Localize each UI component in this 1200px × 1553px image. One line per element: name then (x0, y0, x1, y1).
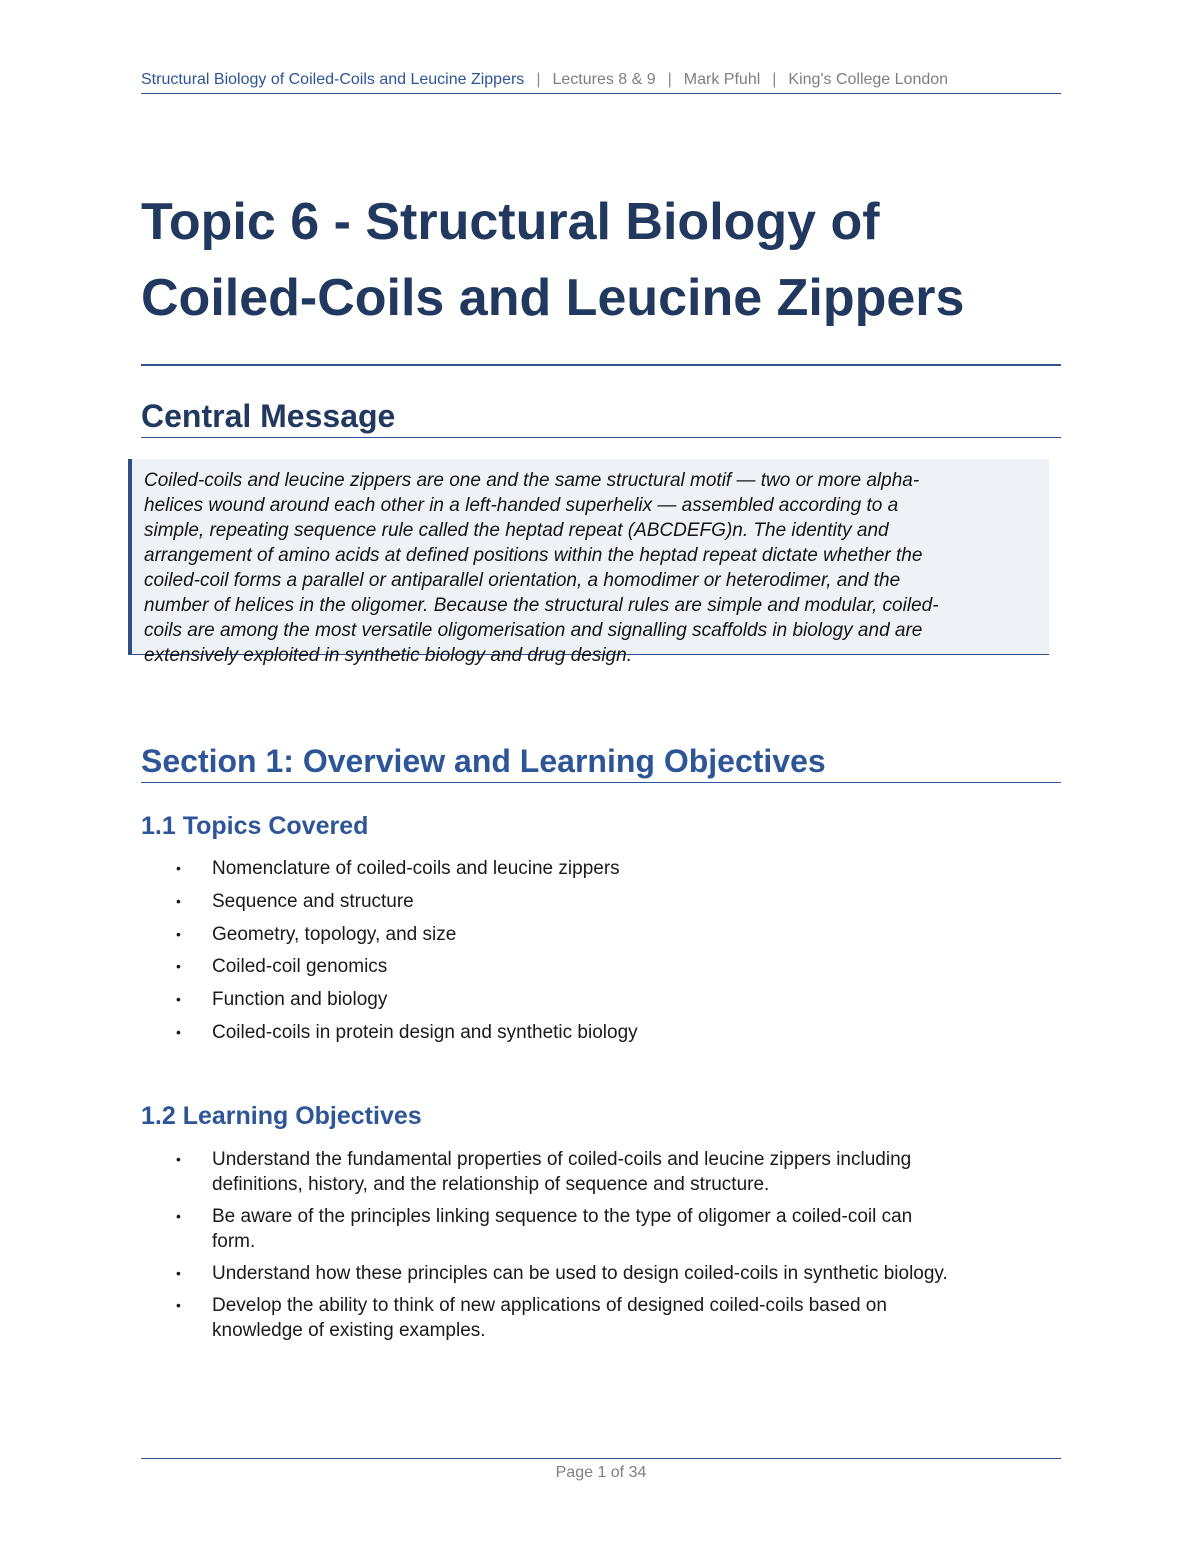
title-divider (141, 364, 1061, 366)
list-item-text: form. (212, 1231, 256, 1252)
list-item (141, 1261, 1061, 1286)
learning-objectives-heading: 1.2 Learning Objectives (141, 1102, 422, 1130)
header-divider (141, 93, 1061, 94)
section-1-heading: Section 1: Overview and Learning Objectives (141, 743, 826, 779)
central-message-callout (128, 459, 1049, 666)
page-number: Page 1 of 34 (555, 1464, 647, 1481)
list-item-text: Understand how these principles can be used to design coiled-coils in synthetic biology. (212, 1263, 948, 1284)
bullet-icon: • (176, 1023, 181, 1040)
list-item (141, 856, 1061, 881)
header-author: Mark Pfuhl (683, 71, 761, 88)
bullet-icon: • (176, 991, 181, 1008)
list-item-text: knowledge of existing examples. (212, 1320, 486, 1341)
running-header (141, 69, 1061, 91)
section-1-divider (141, 782, 1061, 783)
list-item (141, 1204, 1061, 1254)
bullet-icon: • (176, 1208, 181, 1224)
list-item-text: Nomenclature of coiled-coils and leucine zippers (212, 858, 620, 879)
list-item (141, 1020, 1061, 1045)
bullet-icon: • (176, 892, 181, 909)
header-separator: | (667, 71, 672, 88)
message-line: simple, repeating sequence rule called the heptad repeat (ABCDEFG)n. The identity and (144, 520, 889, 541)
message-line: coiled-coil forms a parallel or antiparallel orientation, a homodimer or heterodimer, and the (144, 570, 901, 591)
list-item (141, 987, 1061, 1012)
list-item (141, 889, 1061, 914)
list-item-text: Sequence and structure (212, 890, 414, 912)
message-line: Coiled-coils and leucine zippers are one and the same structural motif — two or more alpha- (144, 470, 920, 491)
list-item-text: Be aware of the principles linking sequence to the type of oligomer a coiled-coil can (212, 1206, 913, 1227)
topics-covered-list (141, 856, 1061, 1053)
list-item-text: Understand the fundamental properties of coiled-coils and leucine zippers including (212, 1149, 912, 1170)
central-message-divider (141, 437, 1061, 438)
central-message-text (144, 468, 1049, 668)
list-item-text: Coiled-coil genomics (212, 956, 388, 978)
header-lectures: Lectures 8 & 9 (552, 71, 656, 88)
list-item-text: definitions, history, and the relationship of sequence and structure. (212, 1174, 770, 1195)
bullet-icon: • (176, 860, 181, 876)
document-title (141, 184, 1061, 336)
learning-objectives-list (141, 1147, 1061, 1350)
list-item (141, 954, 1061, 979)
topics-covered-heading: 1.1 Topics Covered (141, 812, 369, 840)
list-item-text: Coiled-coils in protein design and synthetic biology (212, 1021, 638, 1043)
list-item-text: Function and biology (212, 989, 388, 1011)
bullet-icon: • (176, 925, 181, 942)
message-line: helices wound around each other in a left-handed superhelix — assembled according to a (144, 495, 899, 516)
list-item (141, 922, 1061, 947)
bullet-icon: • (176, 1265, 181, 1281)
message-line: coils are among the most versatile oligomerisation and signalling scaffolds in biology and are (144, 620, 923, 641)
bullet-icon: • (176, 1151, 181, 1167)
header-separator: | (536, 71, 541, 88)
central-message-heading: Central Message (141, 398, 396, 434)
header-institution: King's College London (788, 71, 949, 88)
message-line: extensively exploited in synthetic biology and drug design. (144, 645, 632, 666)
message-line: number of helices in the oligomer. Because the structural rules are simple and modular, coiled- (144, 595, 939, 616)
header-separator: | (772, 71, 777, 88)
header-course-title: Structural Biology of Coiled-Coils and Leucine Zippers (141, 71, 525, 88)
list-item (141, 1293, 1061, 1343)
bullet-icon: • (176, 1297, 181, 1313)
document-title-line-1: Topic 6 - Structural Biology of (141, 193, 880, 251)
list-item-text: Develop the ability to think of new applications of designed coiled-coils based on (212, 1295, 887, 1316)
footer-divider (141, 1458, 1061, 1459)
list-item-text: Geometry, topology, and size (212, 923, 457, 945)
bullet-icon: • (176, 958, 181, 975)
message-line: arrangement of amino acids at defined positions within the heptad repeat dictate whether the (144, 545, 923, 566)
document-title-line-2: Coiled-Coils and Leucine Zippers (141, 269, 965, 327)
list-item (141, 1147, 1061, 1197)
